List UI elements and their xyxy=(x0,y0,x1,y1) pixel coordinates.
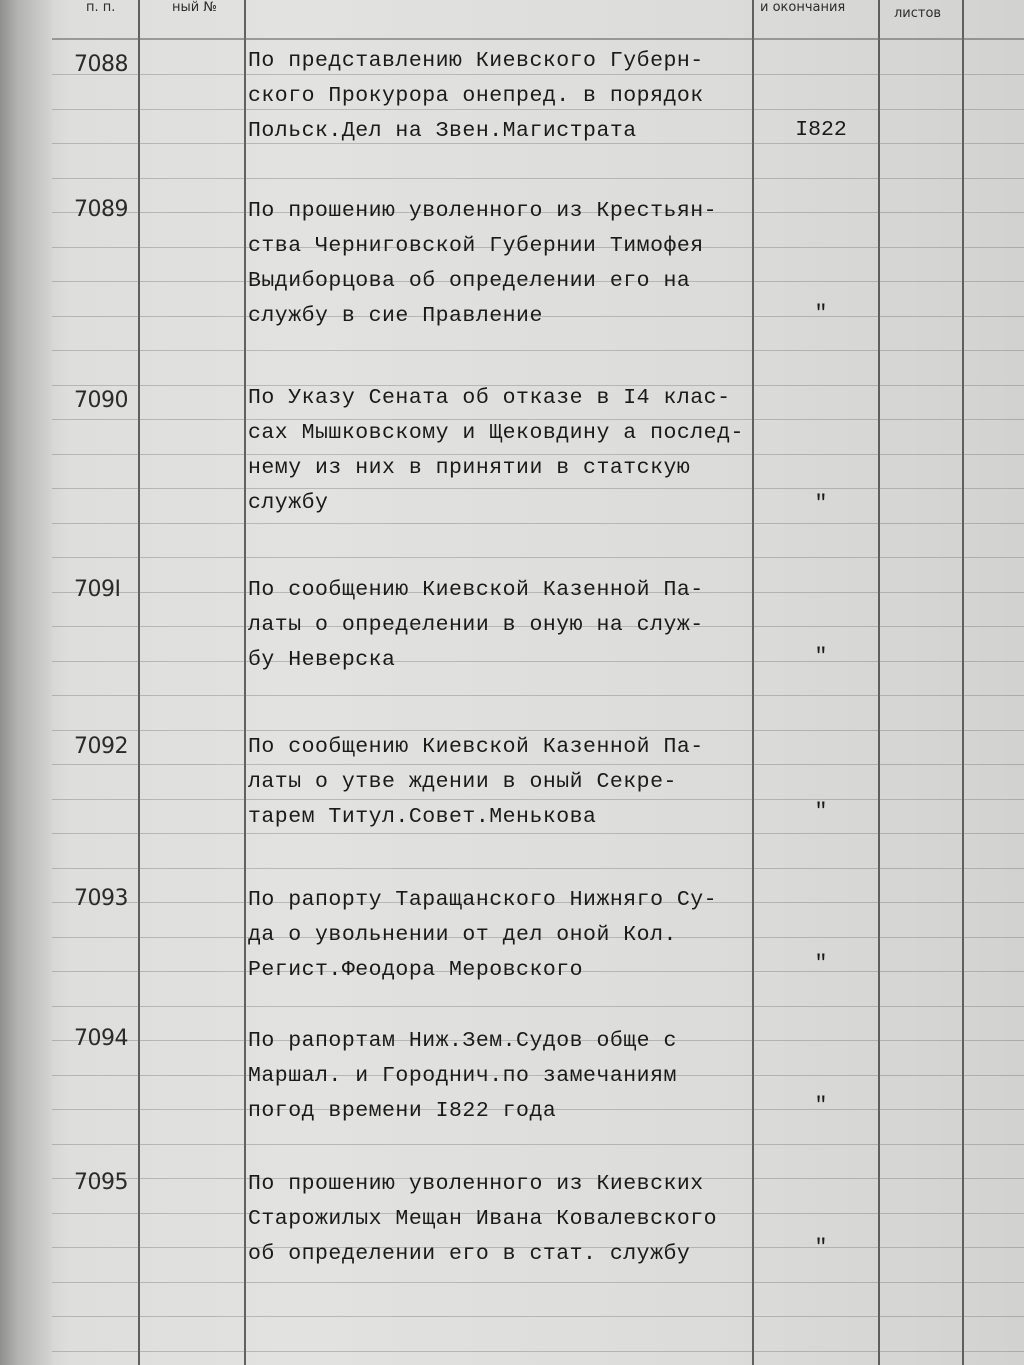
entry-line: бу Неверска xyxy=(248,648,396,672)
header-number: п. п. xyxy=(86,0,116,15)
entry-description xyxy=(248,381,768,521)
entry-number: 7094 xyxy=(74,1026,128,1051)
ruled-line xyxy=(52,1316,1024,1317)
entry-number: 7095 xyxy=(74,1170,128,1195)
entry-number: 7089 xyxy=(74,197,128,222)
entry-line: ского Прокурора онепред. в порядок xyxy=(248,84,704,108)
entry-description xyxy=(248,44,768,149)
entry-line: Маршал. и Городнич.по замечаниям xyxy=(248,1064,677,1088)
entry-line: По Указу Сената об отказе в I4 клас- xyxy=(248,386,731,410)
entry-number: 7093 xyxy=(74,886,128,911)
entry-date: " xyxy=(814,800,828,824)
entry-line: об определении его в стат. службу xyxy=(248,1242,691,1266)
entry-line: По рапорту Таращанского Нижняго Су- xyxy=(248,888,718,912)
entry-description xyxy=(248,883,768,988)
column-rule xyxy=(878,0,880,1365)
entry-number: 7090 xyxy=(74,388,128,413)
entry-line: службу xyxy=(248,491,329,515)
entry-line: Регист.Феодора Меровского xyxy=(248,958,584,982)
column-rule xyxy=(244,0,246,1365)
entry-line: службу в сие Правление xyxy=(248,304,543,328)
header-sheets: листов xyxy=(894,6,942,21)
ruled-line xyxy=(52,523,1024,524)
header-inventory: ный № xyxy=(172,0,217,15)
entry-date: " xyxy=(814,1094,828,1118)
entry-description xyxy=(248,730,768,835)
entry-line: нему из них в принятии в статскую xyxy=(248,456,691,480)
column-rule xyxy=(138,0,140,1365)
entry-line: погод времени I822 года xyxy=(248,1099,557,1123)
entry-description xyxy=(248,1167,768,1272)
entry-date: " xyxy=(814,492,828,516)
entry-line: По прошению уволенного из Киевских xyxy=(248,1172,704,1196)
entry-line: По представлению Киевского Губерн- xyxy=(248,49,704,73)
column-rule xyxy=(962,0,964,1365)
entry-line: По рапортам Ниж.Зем.Судов обще с xyxy=(248,1029,677,1053)
entry-date: " xyxy=(814,302,828,326)
entry-line: По сообщению Киевской Казенной Па- xyxy=(248,735,704,759)
entry-number: 709I xyxy=(74,577,121,602)
entry-line: латы о определении в оную на служ- xyxy=(248,613,704,637)
ruled-line xyxy=(52,695,1024,696)
entry-date: I822 xyxy=(795,118,847,142)
ruled-line xyxy=(52,1144,1024,1145)
ruled-line xyxy=(52,1351,1024,1352)
ruled-line xyxy=(52,178,1024,179)
header-rule xyxy=(52,38,1024,40)
entry-line: Выдиборцова об определении его на xyxy=(248,269,691,293)
entry-description xyxy=(248,573,768,678)
entry-description xyxy=(248,194,768,334)
entry-line: тарем Титул.Совет.Менькова xyxy=(248,805,597,829)
entry-line: Старожилых Мещан Ивана Ковалевского xyxy=(248,1207,718,1231)
ruled-line xyxy=(52,1006,1024,1007)
entry-line: да о увольнении от дел оной Кол. xyxy=(248,923,677,947)
entry-line: По сообщению Киевской Казенной Па- xyxy=(248,578,704,602)
entry-date: " xyxy=(814,645,828,669)
entry-line: латы о утве ждении в оный Секре- xyxy=(248,770,677,794)
ruled-line xyxy=(52,557,1024,558)
entry-line: Польск.Дел на Звен.Магистрата xyxy=(248,119,637,143)
entry-line: ства Черниговской Губернии Тимофея xyxy=(248,234,704,258)
entry-line: По прошению уволенного из Крестьян- xyxy=(248,199,718,223)
ruled-line xyxy=(52,868,1024,869)
entry-description xyxy=(248,1024,768,1129)
entry-number: 7092 xyxy=(74,734,128,759)
entry-number: 7088 xyxy=(74,52,128,77)
book-binding-shadow xyxy=(0,0,52,1365)
ruled-line xyxy=(52,350,1024,351)
header-dates: и окончания xyxy=(760,0,846,15)
entry-date: " xyxy=(814,952,828,976)
entry-date: " xyxy=(814,1236,828,1260)
ruled-line xyxy=(52,1282,1024,1283)
entry-line: сах Мышковскому и Щековдину а послед- xyxy=(248,421,744,445)
